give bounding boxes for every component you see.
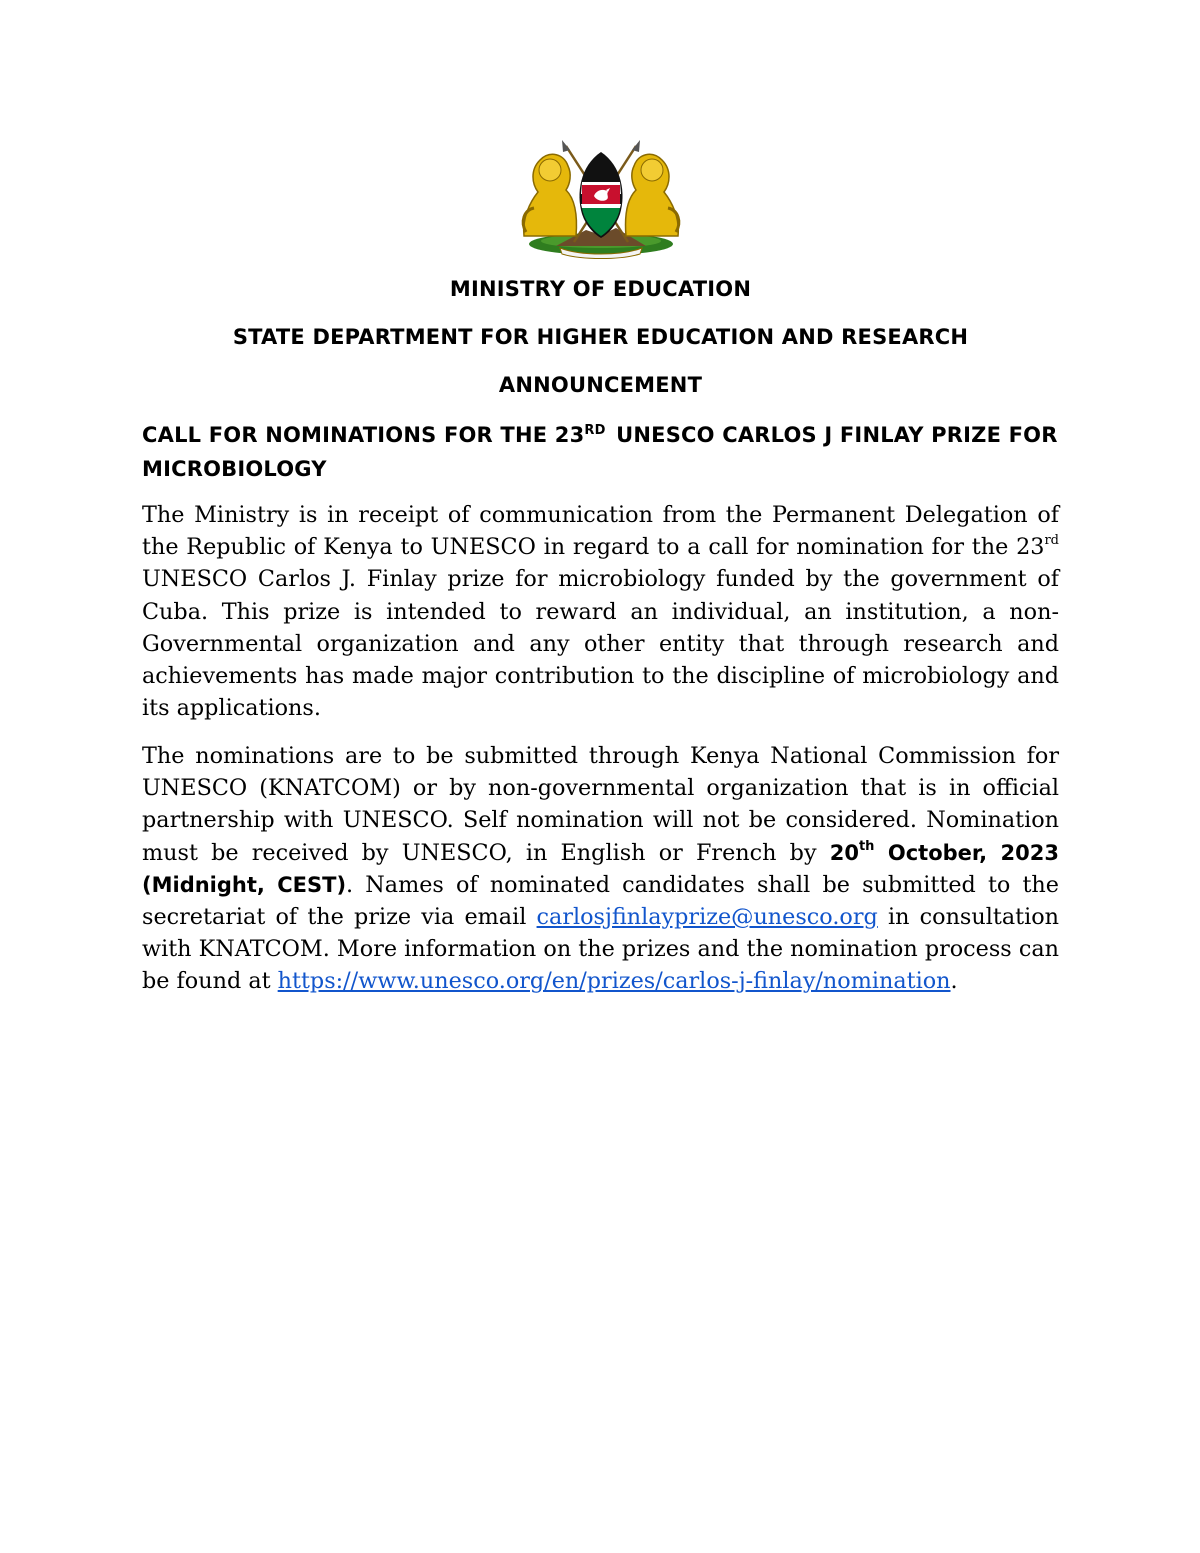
call-title [142,420,1060,485]
nomination-text-d: . [950,968,958,995]
call-title-part2: UNESCO CARLOS J FINLAY PRIZE FOR MICROBIOLOGY [142,423,1058,481]
call-title-ordinal: RD [584,423,606,438]
department-heading: STATE DEPARTMENT FOR HIGHER EDUCATION AND RESEARCH [232,325,969,349]
intro-ordinal: rd [1044,532,1059,548]
nomination-paragraph [142,740,1059,998]
nomination-text-a: The nominations are to be submitted through Kenya National Commission for UNESCO (KNATCOM) or by non-governmental organization that is in official partnership with UNESCO. Self nomination will not be considered. Nomination must be received by UNESCO, in English or French by [142,743,1059,866]
intro-text-b: UNESCO Carlos J. Finlay prize for microbiology funded by the government of Cuba. This prize is intended to reward an individual, an institution, a non-Governmental organization and any other entity that through research and achievements has made major contribution to the discipline of microbiology and its applications. [142,566,1059,722]
deadline-day: 20 [829,840,859,865]
coat-of-arms-icon [516,138,686,260]
email-link[interactable]: carlosjfinlayprize@unesco.org [536,904,878,931]
nomination-url-link[interactable]: https://www.unesco.org/en/prizes/carlos-j-finlay/nomination [277,968,951,995]
nomination-text-c: in consultation with KNATCOM. More information on the prizes and the nomination process can be found at [142,904,1059,995]
intro-paragraph [142,499,1059,724]
announcement-heading: ANNOUNCEMENT [498,373,703,397]
call-title-part1: CALL FOR NOMINATIONS FOR THE 23 [142,423,585,447]
nomination-text-b: . Names of nominated candidates shall be submitted to the secretariat of the prize via email [142,871,1059,931]
intro-text-a: The Ministry is in receipt of communication from the Permanent Delegation of the Republic of Kenya to UNESCO in regard to a call for nomination for the 23 [142,502,1059,561]
ministry-heading: MINISTRY OF EDUCATION [449,277,752,301]
deadline-rest: October, 2023 (Midnight, CEST) [142,840,1060,897]
deadline-ordinal: th [858,838,875,854]
